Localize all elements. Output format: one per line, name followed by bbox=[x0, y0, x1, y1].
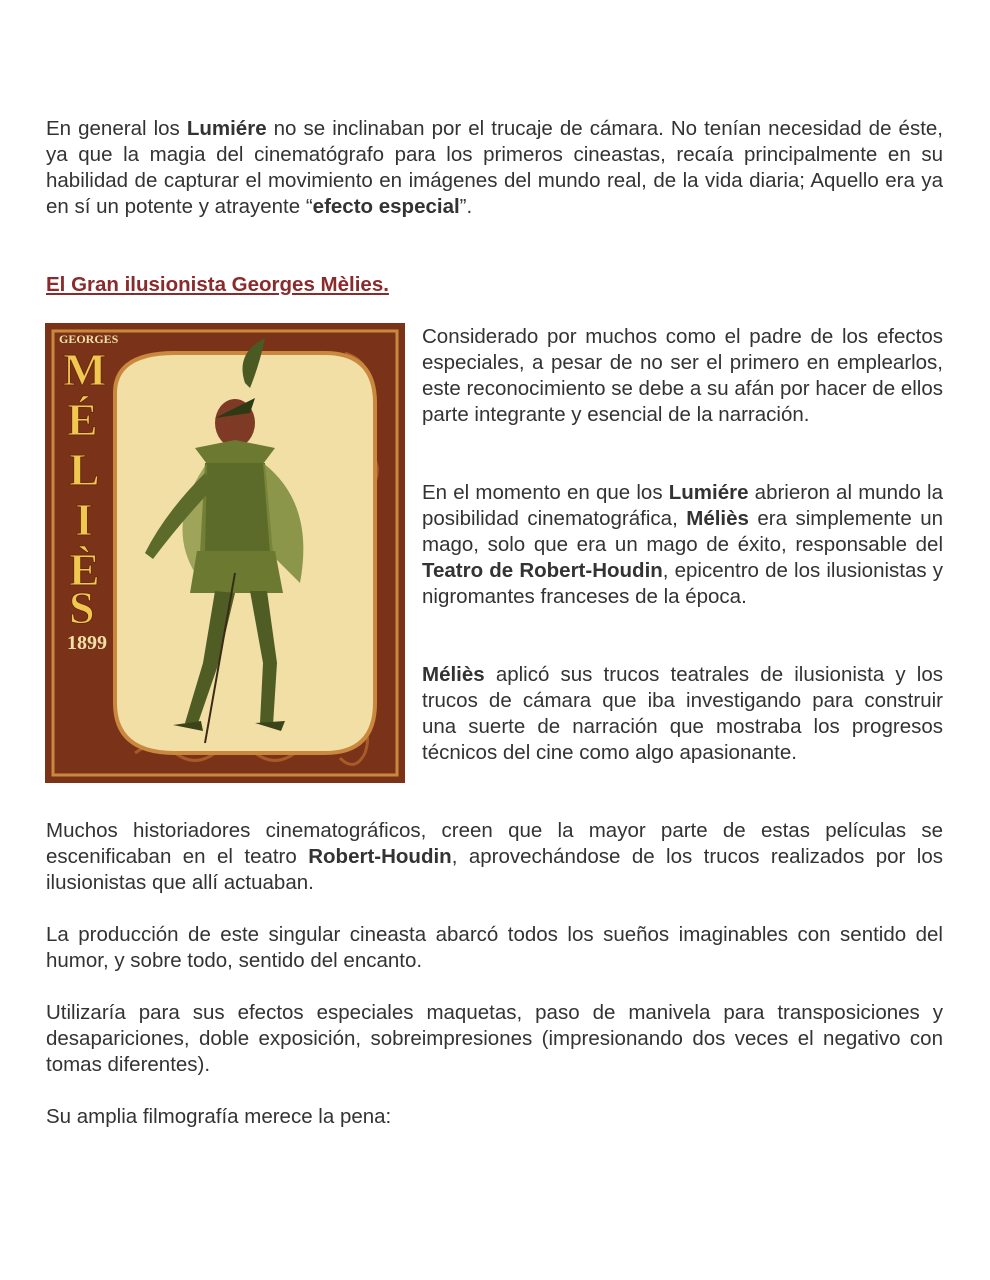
paragraph-considerado: Considerado por muchos como el padre de los efectos especiales, a pesar de no ser el primero en emplearlos, este reconocimiento se debe a su afán por hacer de ellos parte integrante y esencial de la narración. bbox=[422, 325, 943, 426]
paragraph-momento bbox=[422, 480, 943, 610]
text-span: , aprovechándose de los trucos realizados por los ilusionistas que allí actuaban. bbox=[46, 845, 944, 894]
section-heading: El Gran ilusionista Georges Mèlies. bbox=[46, 273, 389, 296]
poster-top-text: GEORGES bbox=[59, 332, 119, 346]
poster-letter: S bbox=[69, 582, 95, 633]
bold-text: Lumiére bbox=[668, 481, 749, 504]
bold-text: Méliès bbox=[422, 663, 485, 686]
text-span: era simplemente un mago, solo que era un mago de éxito, responsable del bbox=[422, 507, 943, 556]
poster-letter: È bbox=[69, 544, 100, 595]
melies-poster-image bbox=[45, 323, 405, 783]
poster-letter: M bbox=[63, 344, 107, 395]
poster-letter: L bbox=[69, 444, 100, 495]
text-span: En el momento en que los bbox=[422, 481, 669, 504]
paragraph-historiadores bbox=[46, 818, 943, 896]
paragraph-melies-aplico bbox=[422, 662, 943, 766]
paragraph-produccion: La producción de este singular cineasta abarcó todos los sueños imaginables con sentido del humor, y sobre todo, sentido del encanto. bbox=[46, 923, 943, 972]
text-span: ”. bbox=[459, 195, 473, 218]
poster-letter: É bbox=[67, 394, 98, 445]
paragraph-filmografia: Su amplia filmografía merece la pena: bbox=[46, 1105, 392, 1128]
intro-paragraph bbox=[46, 116, 943, 220]
text-span: En general los bbox=[46, 117, 187, 140]
text-span: aplicó sus trucos teatrales de ilusionista y los trucos de cámara que iba investigando para construir una suerte de narración que mostraba los progresos técnicos del cine como algo apasionante. bbox=[422, 663, 943, 764]
text-span: , epicentro de los ilusionistas y nigromantes franceses de la época. bbox=[422, 559, 944, 608]
bold-text: efecto especial bbox=[312, 195, 460, 218]
bold-text: Teatro de Robert-Houdin bbox=[422, 559, 663, 582]
bold-text: Méliès bbox=[686, 507, 749, 530]
text-span: abrieron al mundo la posibilidad cinematográfica, bbox=[422, 481, 944, 530]
paragraph-efectos: Utilizaría para sus efectos especiales maquetas, paso de manivela para transposiciones y desapariciones, doble exposición, sobreimpresiones (impresionando dos veces el negativo con tomas diferentes). bbox=[46, 1001, 943, 1076]
bold-text: Robert-Houdin bbox=[308, 845, 452, 868]
poster-year: 1899 bbox=[67, 632, 107, 654]
bold-text: Lumiére bbox=[186, 117, 267, 140]
text-span: no se inclinaban por el trucaje de cámara. No tenían necesidad de éste, ya que la magia del cinematógrafo para los primeros cineastas, recaía principalmente en su habilidad de capturar el movimiento en imágenes del mundo real, de la vida diaria; Aquello era ya en sí un potente y atrayente “ bbox=[46, 117, 943, 218]
poster-letter: I bbox=[75, 494, 93, 545]
text-span: Muchos historiadores cinematográficos, creen que la mayor parte de estas películas se escenificaban en el teatro bbox=[46, 819, 943, 868]
